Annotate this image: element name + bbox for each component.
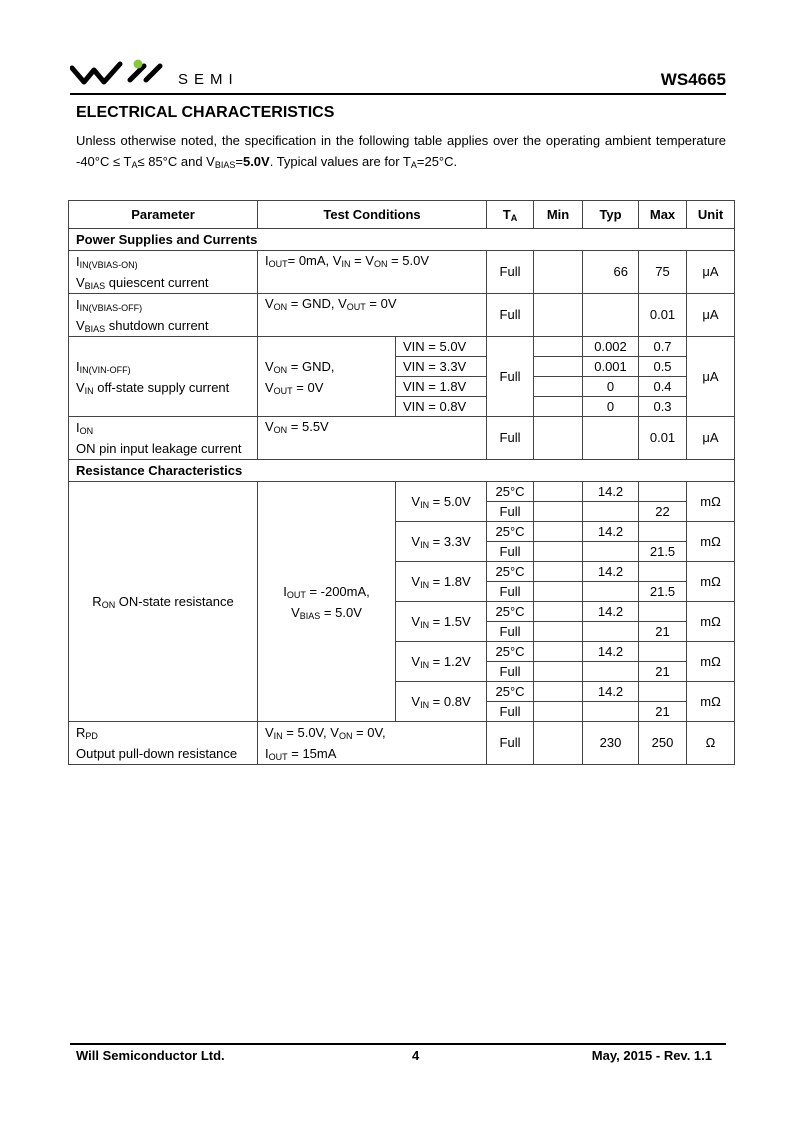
col-typ: Typ	[583, 201, 639, 229]
table-row: $V_{IN} = 1.8V$ 25°C 14.2 mΩ	[69, 562, 735, 582]
company-logo	[70, 58, 260, 88]
param-cell: $R_{ON}$ ON-state resistance	[69, 482, 258, 722]
electrical-characteristics-table	[68, 200, 735, 765]
table-row: VIN = 0.8V 0 0.3	[69, 397, 735, 417]
table-row: Full 21	[69, 702, 735, 722]
footer-revision: May, 2015 - Rev. 1.1	[591, 1048, 712, 1063]
table-row: $I_{IN(VBIAS-OFF)}$ $V_{BIAS}$ shutdown current $V_{ON}$ = GND, $V_{OUT} = 0V$ Full 0.01 μA	[69, 294, 735, 337]
table-row: Full 21.5	[69, 542, 735, 562]
logo-text: SEMI	[178, 71, 239, 88]
table-row: $R_{ON}$ ON-state resistance $I_{OUT} = -200mA$, $V_{BIAS} = 5.0V$ $V_{IN} = 5.0V$ 25°C 14.2 mΩ	[69, 482, 735, 502]
intro-paragraph: Unless otherwise noted, the specification in the following table applies over the operating ambient temperature $-40^\circ C \le T_A\le 85^\circ C$ and $V_{BIAS}=5.0V$. Typical values are for $T_A=25^\circ C$.	[76, 133, 726, 170]
table-row: $V_{IN} = 1.2V$ 25°C 14.2 mΩ	[69, 642, 735, 662]
footer-company: Will Semiconductor Ltd.	[76, 1048, 225, 1063]
table-row: $I_{IN(VIN-OFF)}$ $V_{IN}$ off-state supply current $V_{ON}$ = GND, $V_{OUT} = 0V$ VIN = 5.0V Full 0.002 0.7 μA	[69, 337, 735, 357]
table-row: Full 21.5	[69, 582, 735, 602]
param-cell: $R_{PD}$ Output pull-down resistance	[69, 722, 258, 765]
will-logo-icon	[70, 58, 170, 88]
condition-cell: $V_{ON}$ = GND, $V_{OUT} = 0V$	[258, 294, 487, 337]
condition-cell: $V_{ON} = 5.5V$	[258, 417, 487, 460]
col-min: Min	[534, 201, 583, 229]
col-max: Max	[639, 201, 687, 229]
table-header-row	[69, 201, 735, 229]
table-row: $V_{IN} = 0.8V$ 25°C 14.2 mΩ	[69, 682, 735, 702]
param-cell: $I_{IN(VIN-OFF)}$ $V_{IN}$ off-state supply current	[69, 337, 258, 417]
col-unit: Unit	[687, 201, 735, 229]
table-row: $I_{IN(VBIAS-ON)}$ $V_{BIAS}$ quiescent current $I_{OUT}= 0mA$, $V_{IN} = V_{ON} = 5.0V$ Full 66 75 μA	[69, 251, 735, 294]
table-row: $V_{IN} = 1.5V$ 25°C 14.2 mΩ	[69, 602, 735, 622]
table-row: VIN = 1.8V 0 0.4	[69, 377, 735, 397]
table-row: $R_{PD}$ Output pull-down resistance $V_{IN} = 5.0V$, $V_{ON} = 0V$, $I_{OUT} = 15mA$ Full 230 250 Ω	[69, 722, 735, 765]
table-row: VIN = 3.3V 0.001 0.5	[69, 357, 735, 377]
param-cell: $I_{ON}$ ON pin input leakage current	[69, 417, 258, 460]
page-number: 4	[412, 1048, 420, 1063]
section-title: ELECTRICAL CHARACTERISTICS	[76, 104, 335, 121]
condition-cell: $V_{IN} = 5.0V$, $V_{ON} = 0V$, $I_{OUT} = 15mA$	[258, 722, 487, 765]
condition-cell: $V_{ON}$ = GND, $V_{OUT} = 0V$	[258, 337, 396, 417]
param-cell: $I_{IN(VBIAS-OFF)}$ $V_{BIAS}$ shutdown current	[69, 294, 258, 337]
part-number: WS4665	[660, 70, 726, 89]
header-rule	[70, 93, 726, 95]
condition-cell: $I_{OUT} = -200mA$, $V_{BIAS} = 5.0V$	[258, 482, 396, 722]
table-row: $I_{ON}$ ON pin input leakage current $V_{ON} = 5.5V$ Full 0.01 μA	[69, 417, 735, 460]
table-row: Full 21	[69, 622, 735, 642]
col-conditions: Test Conditions	[258, 201, 487, 229]
col-ta: $T_A$	[487, 201, 534, 229]
condition-cell: $I_{OUT}= 0mA$, $V_{IN} = V_{ON} = 5.0V$	[258, 251, 487, 294]
section-row: Power Supplies and Currents	[69, 229, 735, 251]
param-cell: $I_{IN(VBIAS-ON)}$ $V_{BIAS}$ quiescent current	[69, 251, 258, 294]
table-row: $V_{IN} = 3.3V$ 25°C 14.2 mΩ	[69, 522, 735, 542]
table-row: Full 21	[69, 662, 735, 682]
table-row: Full 22	[69, 502, 735, 522]
col-parameter: Parameter	[69, 201, 258, 229]
section-row: Resistance Characteristics	[69, 460, 735, 482]
footer-rule	[70, 1043, 726, 1045]
